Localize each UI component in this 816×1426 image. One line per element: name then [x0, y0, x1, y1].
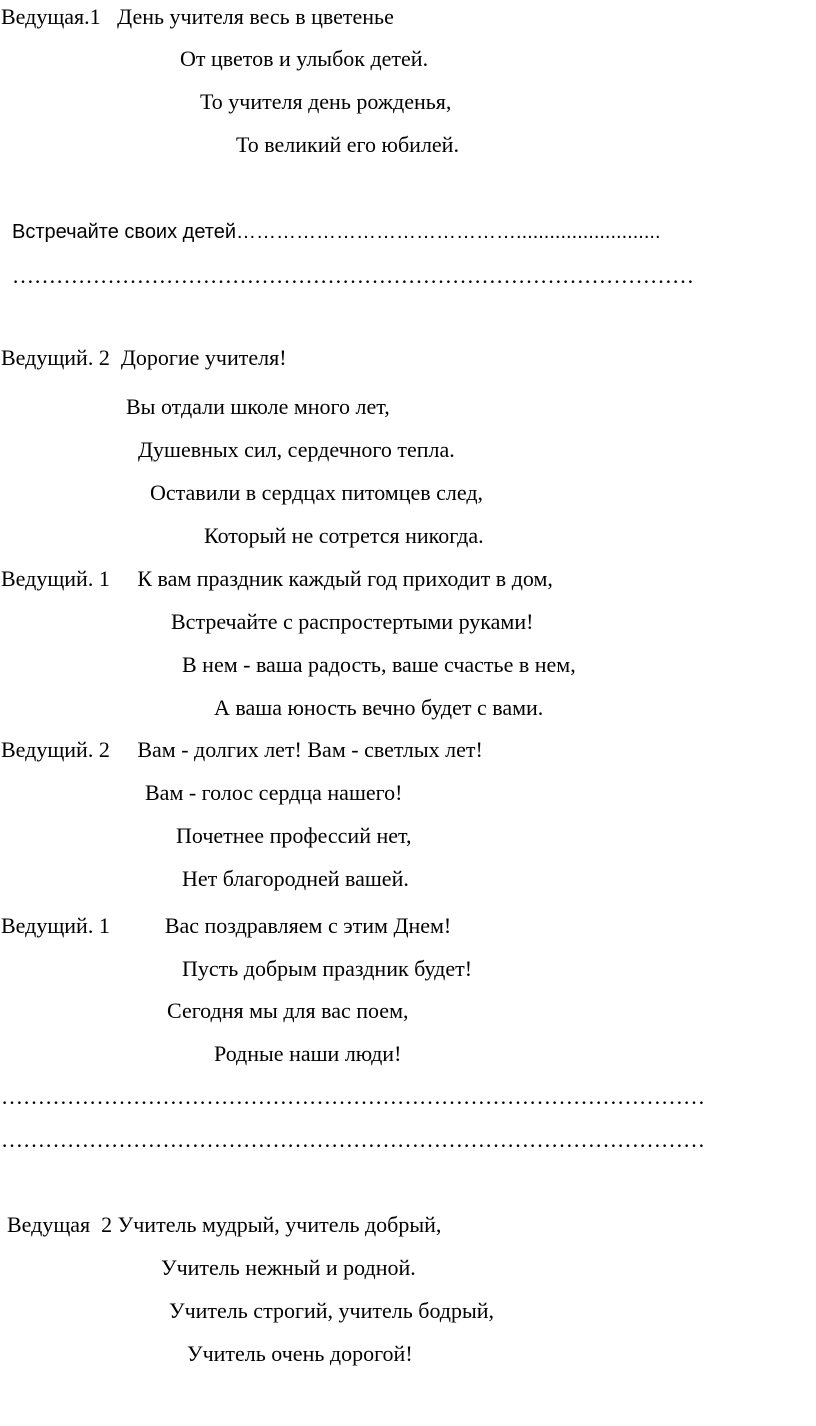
- poem-line: Душевных сил, сердечного тепла.: [138, 437, 455, 462]
- line-host1: Ведущий. 1 Вас поздравляем с этим Днем!: [1, 913, 452, 938]
- dotted-line: ……………………………………………………………………………………: [1, 1084, 705, 1109]
- poem-line: Вы отдали школе много лет,: [126, 394, 390, 419]
- line-host1: Ведущий. 1 К вам праздник каждый год приходит в дом,: [1, 566, 553, 591]
- poem-line: Пусть добрым праздник будет!: [182, 956, 473, 981]
- line-host2-intro: Ведущий. 2 Дорогие учителя!: [1, 345, 287, 370]
- poem-line: Который не сотрется никогда.: [204, 523, 484, 548]
- poem-line: То великий его юбилей.: [236, 132, 459, 157]
- poem-line: Учитель строгий, учитель бодрый,: [169, 1298, 495, 1323]
- poem-line: Учитель очень дорогой!: [187, 1341, 413, 1366]
- poem-line: Вам - голос сердца нашего!: [145, 780, 403, 805]
- greeting-line: Встречайте своих детей……………………………………..........................: [12, 221, 661, 243]
- poem-line: Учитель нежный и родной.: [161, 1255, 416, 1280]
- poem-line: Встречайте с распростертыми руками!: [171, 609, 534, 634]
- line-host1-intro: Ведущая.1 День учителя весь в цветенье: [1, 4, 394, 29]
- poem-line: Родные наши люди!: [214, 1041, 402, 1066]
- line-host2: Ведущий. 2 Вам - долгих лет! Вам - светлых лет!: [1, 737, 483, 762]
- dotted-line: ……………………………………………………………………………………: [1, 1127, 705, 1152]
- dotted-line: …………………………………………………………………………………: [12, 263, 694, 288]
- poem-line: В нем - ваша радость, ваше счастье в нем,: [182, 652, 576, 677]
- poem-line: От цветов и улыбок детей.: [180, 46, 429, 71]
- poem-line: Оставили в сердцах питомцев след,: [150, 480, 484, 505]
- poem-line: А ваша юность вечно будет с вами.: [214, 695, 544, 720]
- poem-line: Нет благородней вашей.: [182, 866, 409, 891]
- poem-line: Сегодня мы для вас поем,: [167, 998, 409, 1023]
- poem-line: То учителя день рожденья,: [200, 89, 452, 114]
- line-host2-final: Ведущая 2 Учитель мудрый, учитель добрый,: [7, 1212, 442, 1237]
- poem-line: Почетнее профессий нет,: [176, 823, 412, 848]
